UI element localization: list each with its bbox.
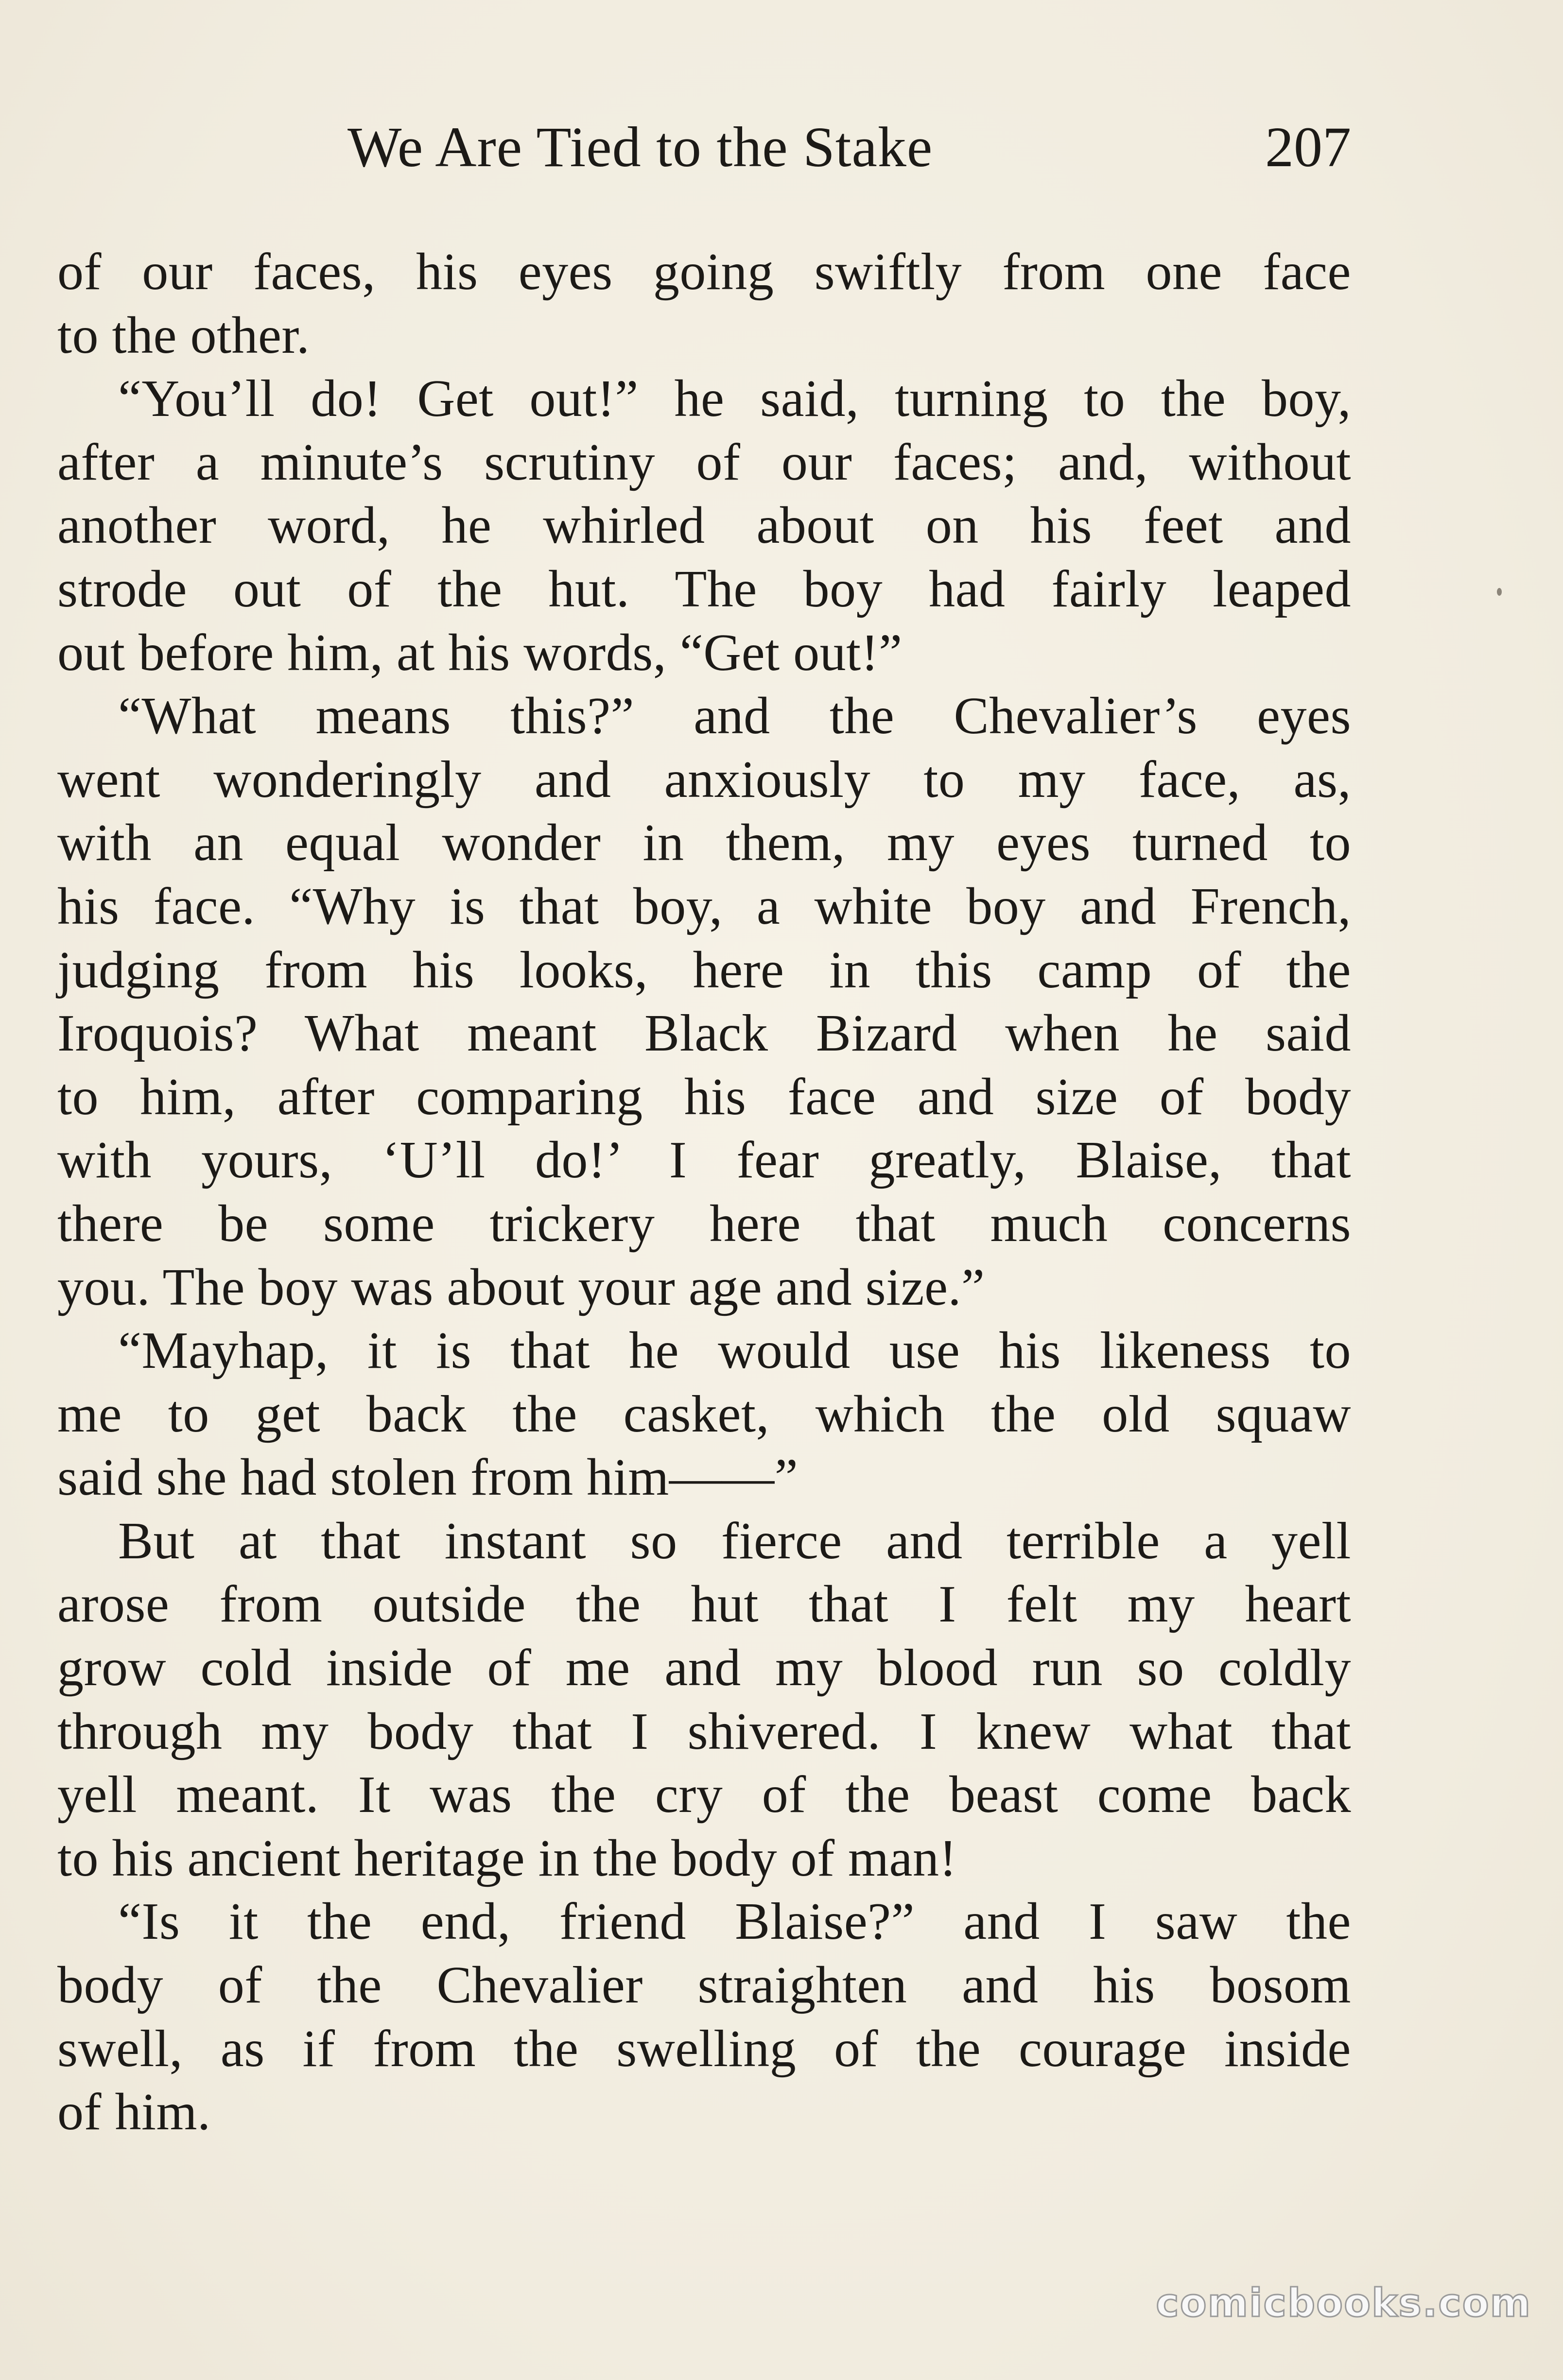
page-number: 207: [1265, 115, 1351, 179]
text-line: after a minute’s scrutiny of our faces; and, without: [57, 433, 1351, 491]
text-line: yell meant. It was the cry of the beast come back: [57, 1766, 1351, 1824]
text-line: “What means this?” and the Chevalier’s eyes: [118, 687, 1351, 745]
text-line: me to get back the casket, which the old squaw: [57, 1385, 1351, 1443]
running-head: [58, 114, 1351, 187]
text-line: you. The boy was about your age and size.”: [57, 1258, 985, 1316]
text-line: “Mayhap, it is that he would use his likeness to: [118, 1322, 1351, 1380]
text-line: But at that instant so fierce and terrible a yell: [118, 1512, 1351, 1570]
text-line: with an equal wonder in them, my eyes turned to: [57, 814, 1351, 872]
paper-speck: [1497, 588, 1502, 596]
text-line: swell, as if from the swelling of the courage inside: [57, 2019, 1351, 2078]
text-line: grow cold inside of me and my blood run so coldly: [57, 1639, 1351, 1697]
text-line: arose from outside the hut that I felt my heart: [57, 1575, 1351, 1634]
text-line: through my body that I shivered. I knew what that: [57, 1702, 1351, 1760]
text-line: there be some trickery here that much concerns: [57, 1194, 1351, 1253]
text-line: strode out of the hut. The boy had fairly leaped: [57, 560, 1351, 618]
text-line: “You’ll do! Get out!” he said, turning to the boy,: [118, 370, 1351, 428]
text-line: to the other.: [57, 306, 310, 364]
chapter-title: We Are Tied to the Stake: [347, 115, 933, 179]
text-line: with yours, ‘U’ll do!’ I fear greatly, Blaise, that: [57, 1131, 1351, 1190]
text-line: judging from his looks, here in this camp of the: [57, 941, 1351, 999]
text-line: to him, after comparing his face and size of body: [57, 1068, 1351, 1126]
text-line: said she had stolen from him——”: [57, 1449, 799, 1507]
text-line: body of the Chevalier straighten and his bosom: [57, 1956, 1351, 2015]
text-line: another word, he whirled about on his feet and: [57, 497, 1351, 555]
text-line: “Is it the end, friend Blaise?” and I saw the: [118, 1893, 1351, 1951]
text-line: went wonderingly and anxiously to my face, as,: [57, 750, 1351, 809]
text-line: his face. “Why is that boy, a white boy and French,: [57, 877, 1351, 935]
body-text: [57, 241, 1351, 2144]
text-line: to his ancient heritage in the body of man!: [57, 1829, 957, 1887]
text-line: Iroquois? What meant Black Bizard when he said: [57, 1004, 1351, 1063]
text-line: of him.: [57, 2083, 211, 2141]
watermark: comicbooks.com: [1156, 2280, 1531, 2326]
text-line: of our faces, his eyes going swiftly from one face: [57, 243, 1351, 301]
text-line: out before him, at his words, “Get out!”: [57, 623, 903, 682]
